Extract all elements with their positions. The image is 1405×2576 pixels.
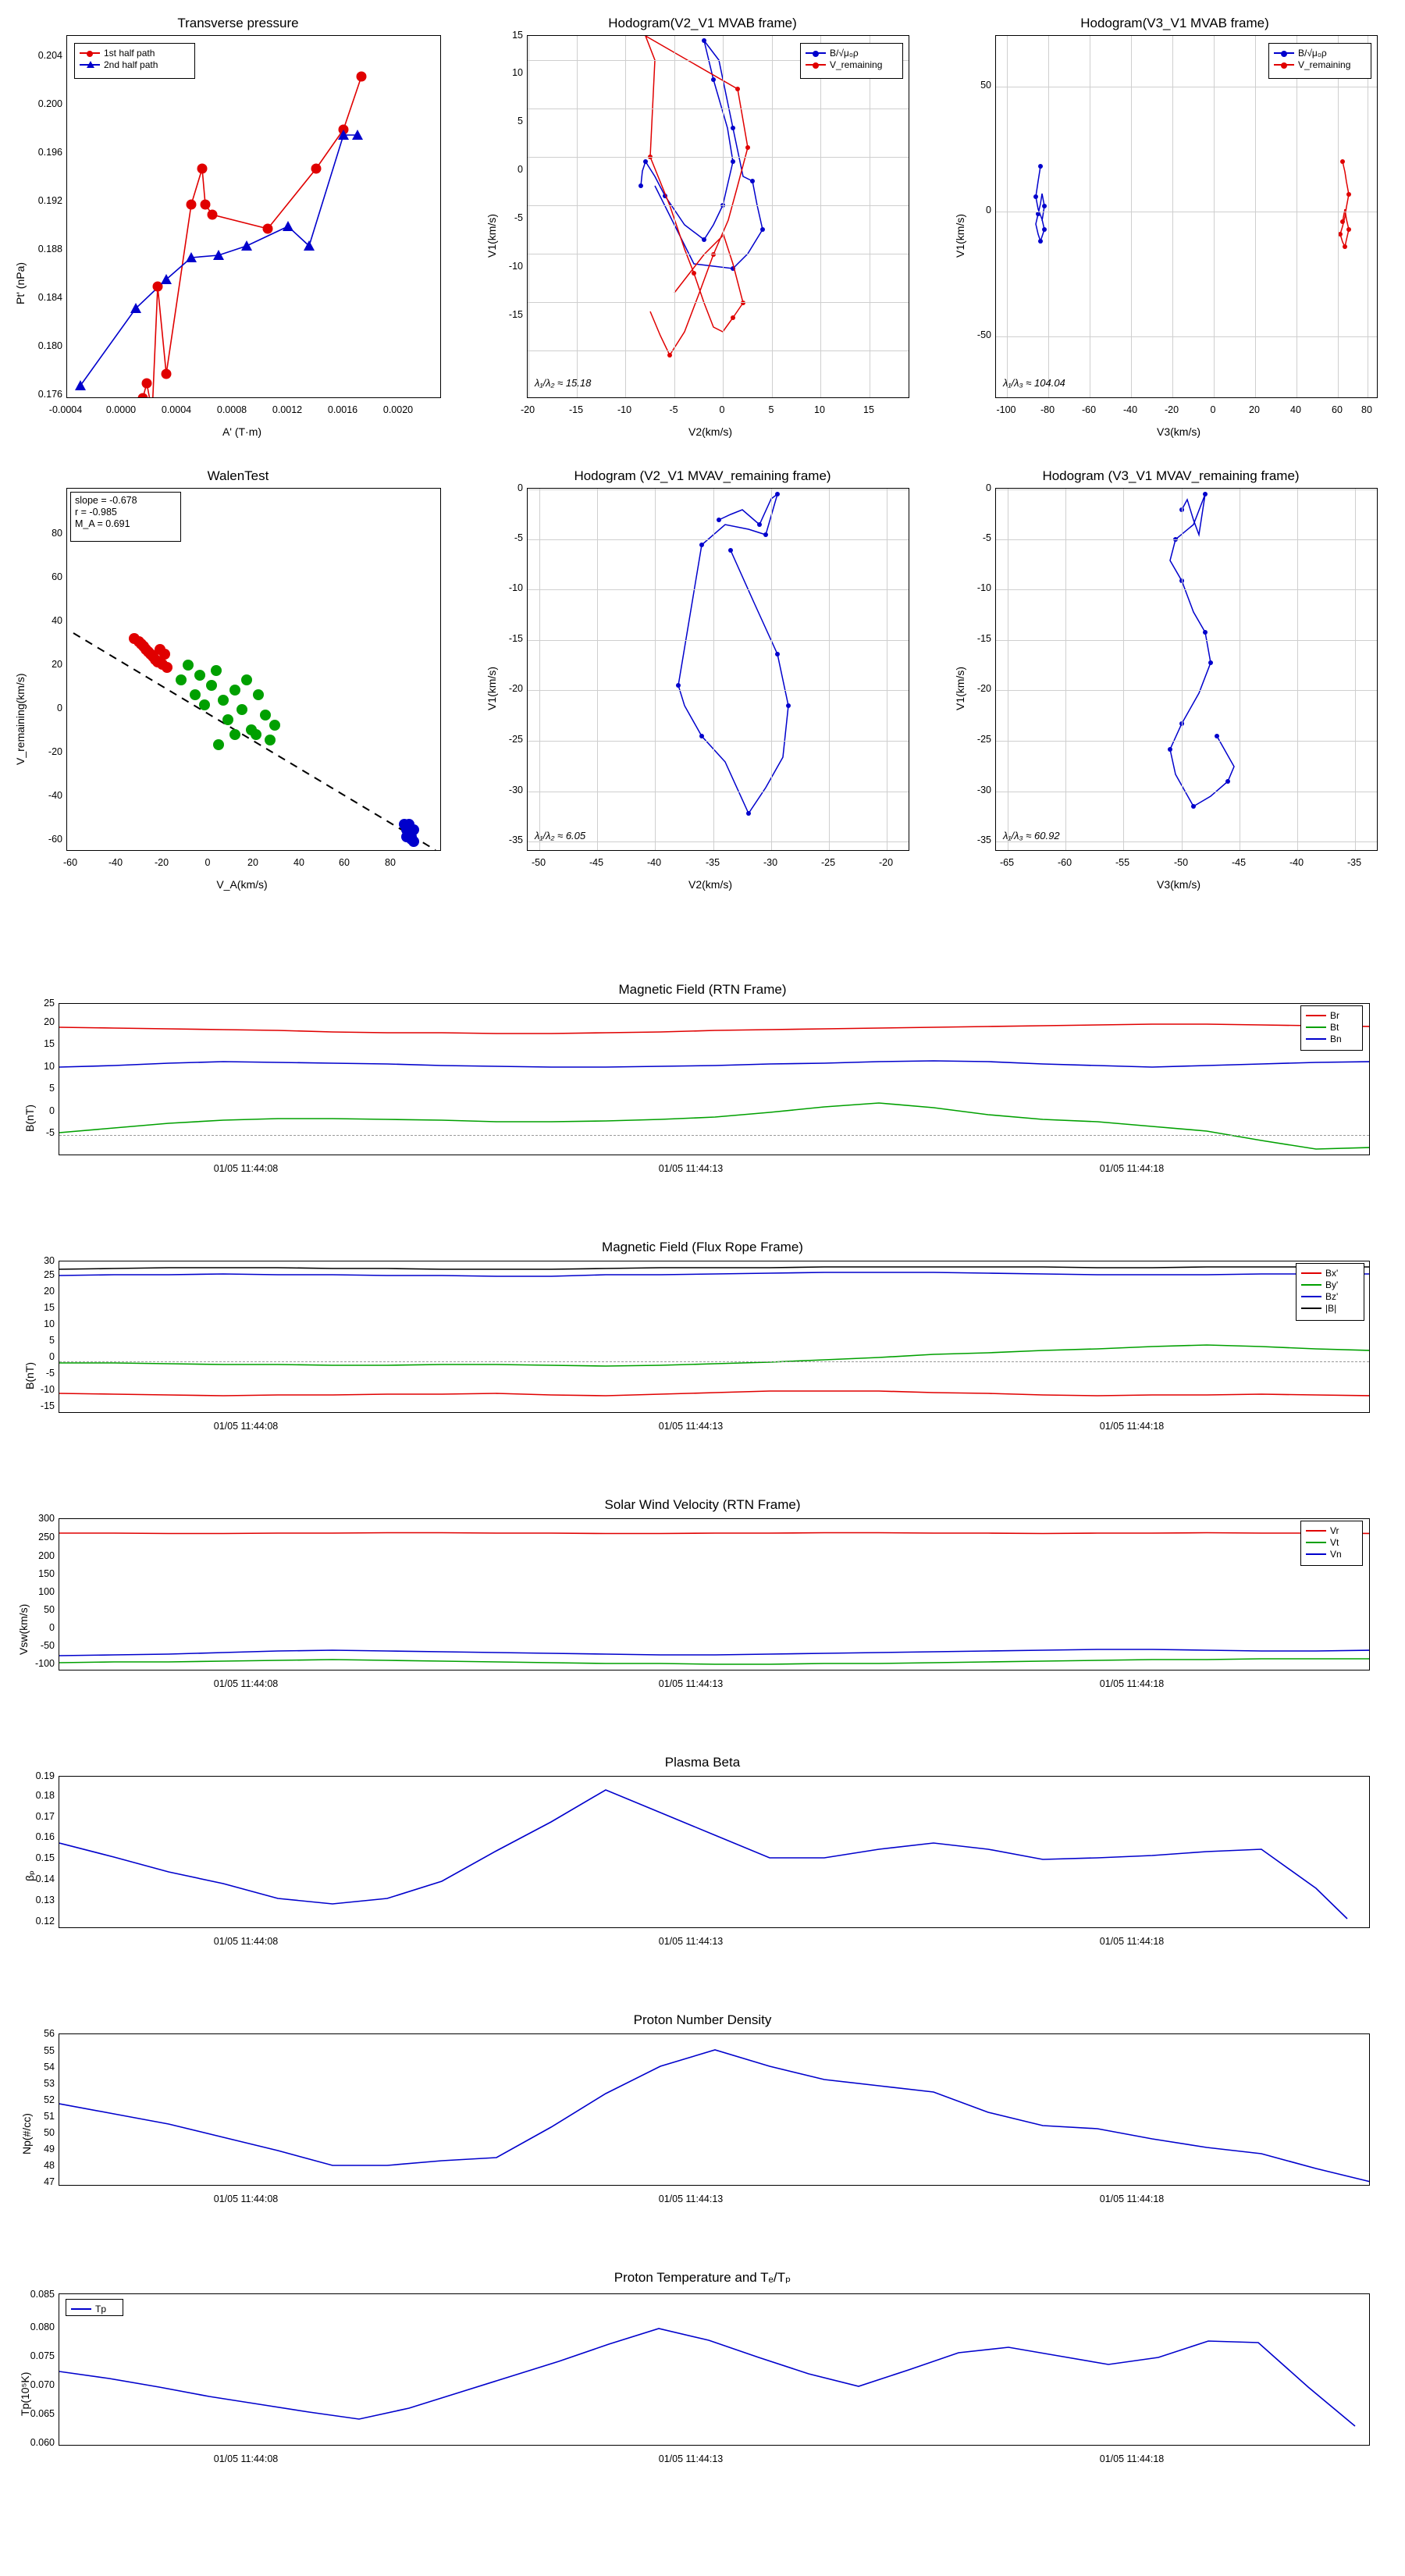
y-tick: 25	[44, 998, 55, 1009]
y-tick: 20	[44, 1016, 55, 1027]
y-tick: 48	[44, 2160, 55, 2171]
x-tick: 40	[1290, 404, 1301, 415]
legend-item	[1306, 1033, 1357, 1044]
y-tick: 100	[38, 1586, 55, 1597]
y-tick: -60	[48, 834, 62, 845]
legend[interactable]	[66, 2299, 123, 2316]
y-tick: 51	[44, 2111, 55, 2122]
y-tick: -30	[508, 785, 523, 795]
x-tick: 0.0008	[216, 404, 247, 415]
y-tick: 50	[44, 1604, 55, 1615]
legend-label: Bz'	[1325, 1290, 1339, 1302]
y-tick: 0.184	[37, 292, 62, 303]
panel-solar-wind-velocity	[0, 1483, 1405, 1725]
x-tick: -55	[1115, 857, 1130, 868]
y-tick: 0.180	[37, 340, 62, 351]
panel-title: Hodogram(V3_V1 MVAB frame)	[1080, 16, 1269, 30]
y-tick: 0	[49, 1622, 55, 1633]
y-tick: 0.176	[37, 389, 62, 400]
panel-hodogram-v2v1-mvab	[468, 0, 937, 453]
panel-hodogram-v2v1-mvav	[468, 453, 937, 906]
y-tick: -35	[976, 834, 991, 845]
y-tick: 250	[38, 1532, 55, 1542]
legend-marker-triangle-icon	[80, 64, 100, 66]
y-tick: -5	[514, 532, 523, 543]
y-tick: 300	[38, 1513, 55, 1524]
y-tick: -10	[508, 261, 523, 272]
x-tick: -35	[705, 857, 720, 868]
y-tick: -20	[508, 683, 523, 694]
y-tick: 0.192	[37, 195, 62, 206]
y-tick: 0	[518, 482, 523, 493]
x-tick: 20	[1249, 404, 1260, 415]
y-tick: -40	[48, 790, 62, 801]
panel-title: Proton Number Density	[633, 2012, 772, 2027]
legend[interactable]	[1300, 1521, 1363, 1566]
legend-label: B/√μ₀ρ	[1298, 47, 1327, 59]
y-tick: 80	[52, 528, 62, 539]
x-tick: 0.0020	[382, 404, 414, 415]
y-tick: -15	[40, 1400, 55, 1411]
x-tick: 80	[1361, 404, 1372, 415]
panel-title: Hodogram (V2_V1 MVAV_remaining frame)	[574, 468, 831, 483]
panel-title: Plasma Beta	[664, 1755, 741, 1770]
legend-label: V_remaining	[830, 59, 883, 70]
y-tick: -20	[48, 746, 62, 757]
y-tick: 15	[512, 30, 523, 41]
y-tick: 56	[44, 2028, 55, 2039]
x-tick: 01/05 11:44:13	[658, 2453, 724, 2464]
y-tick: 0.18	[35, 1790, 55, 1801]
y-tick: 0.060	[30, 2437, 55, 2448]
plot-area	[66, 488, 441, 851]
x-tick: -60	[1081, 404, 1097, 415]
y-axis-label: Tp(10⁵K)	[19, 2371, 31, 2416]
x-tick: 0	[205, 857, 211, 868]
series-overlay	[59, 1519, 1370, 1670]
panel-proton-temperature	[0, 2256, 1405, 2514]
slope-value: slope = -0.678	[75, 495, 137, 506]
panel-title: WalenTest	[207, 468, 269, 483]
x-tick: 01/05 11:44:18	[1099, 2453, 1165, 2464]
legend-label: 1st half path	[104, 47, 155, 59]
series-overlay	[59, 2294, 1370, 2446]
legend-label: B/√μ₀ρ	[830, 47, 859, 59]
y-tick: 15	[44, 1302, 55, 1313]
y-axis-label: V1(km/s)	[486, 214, 498, 258]
x-tick: 0.0004	[161, 404, 192, 415]
series-overlay	[67, 489, 441, 851]
y-tick: -35	[508, 834, 523, 845]
y-axis-label: V_remaining(km/s)	[14, 673, 27, 765]
legend-label: 2nd half path	[104, 59, 158, 70]
series-overlay	[59, 1777, 1370, 1928]
plot-area	[66, 35, 441, 398]
x-tick: 01/05 11:44:13	[658, 1421, 724, 1432]
y-axis-label: Pt' (nPa)	[14, 262, 27, 304]
panel-proton-number-density	[0, 1998, 1405, 2240]
legend[interactable]	[800, 43, 903, 79]
x-tick: 01/05 11:44:08	[213, 2453, 279, 2464]
x-tick: -80	[1040, 404, 1055, 415]
legend-line-icon	[1274, 64, 1294, 66]
panel-title: Magnetic Field (RTN Frame)	[618, 982, 787, 997]
y-tick: 0.15	[35, 1852, 55, 1863]
plot-area	[59, 2033, 1370, 2186]
x-tick: 10	[814, 404, 825, 415]
x-axis-label: V2(km/s)	[688, 425, 732, 438]
y-tick: -20	[976, 683, 991, 694]
x-tick: 01/05 11:44:13	[658, 1163, 724, 1174]
y-tick: 0	[986, 205, 991, 215]
series-overlay	[67, 36, 441, 398]
x-tick: 20	[247, 857, 258, 868]
y-axis-label: V1(km/s)	[486, 667, 498, 710]
legend-item	[1306, 1009, 1357, 1021]
x-tick: 01/05 11:44:08	[213, 1421, 279, 1432]
y-tick: 0	[49, 1351, 55, 1362]
y-tick: 54	[44, 2062, 55, 2073]
panel-magnetic-field-rtn	[0, 968, 1405, 1210]
y-tick: -50	[976, 329, 991, 340]
legend-line-icon	[806, 64, 826, 66]
legend-item	[1274, 59, 1366, 70]
legend-label: Tp	[95, 2303, 107, 2314]
fit-statistics-box	[70, 492, 181, 542]
y-tick: 0.085	[30, 2289, 55, 2300]
x-tick: -65	[999, 857, 1015, 868]
legend-label: Br	[1330, 1009, 1339, 1021]
y-tick: -10	[976, 582, 991, 593]
y-tick: -5	[982, 532, 991, 543]
plot-area	[995, 35, 1378, 398]
x-tick: 80	[385, 857, 396, 868]
panel-walen-test	[0, 453, 468, 906]
x-tick: 01/05 11:44:18	[1099, 1936, 1165, 1947]
y-tick: -10	[508, 582, 523, 593]
alfven-mach-value: M_A = 0.691	[75, 518, 130, 529]
panel-title: Solar Wind Velocity (RTN Frame)	[604, 1497, 801, 1512]
eigenvalue-annotation: λ₁/λ₂ ≈ 15.18	[535, 377, 592, 389]
legend-label: V_remaining	[1298, 59, 1351, 70]
y-tick: 0.200	[37, 98, 62, 109]
x-axis-label: V3(km/s)	[1157, 425, 1200, 438]
plot-area	[995, 488, 1378, 851]
x-tick: -60	[1057, 857, 1072, 868]
x-tick: -0.0004	[48, 404, 83, 415]
panel-title: Transverse pressure	[177, 16, 299, 30]
x-tick: 01/05 11:44:18	[1099, 1678, 1165, 1689]
y-tick: 0	[57, 703, 62, 713]
y-tick: 0.17	[35, 1811, 55, 1822]
y-tick: 20	[52, 659, 62, 670]
y-axis-label: Vsw(km/s)	[17, 1603, 30, 1655]
y-tick: 0.188	[37, 244, 62, 254]
x-tick: 40	[293, 857, 304, 868]
series-overlay	[528, 489, 909, 851]
legend-item	[1301, 1302, 1359, 1314]
y-tick: -25	[976, 734, 991, 745]
x-tick: -25	[820, 857, 836, 868]
plot-area	[527, 488, 909, 851]
x-axis-label: V3(km/s)	[1157, 878, 1200, 891]
y-tick: 0.13	[35, 1895, 55, 1905]
correlation-value: r = -0.985	[75, 507, 117, 518]
panel-title: Proton Temperature and Tₑ/Tₚ	[614, 2270, 791, 2285]
y-tick: -5	[514, 212, 523, 223]
x-tick: 01/05 11:44:08	[213, 1936, 279, 1947]
y-tick: 0.19	[35, 1770, 55, 1781]
legend-item	[1306, 1021, 1357, 1033]
panel-transverse-pressure	[0, 0, 468, 453]
x-tick: -40	[108, 857, 123, 868]
y-tick: 5	[518, 116, 523, 126]
y-tick: 0	[49, 1105, 55, 1116]
x-axis-label: V_A(km/s)	[216, 878, 268, 891]
y-tick: -10	[40, 1384, 55, 1395]
x-tick: 01/05 11:44:08	[213, 2194, 279, 2204]
legend-label: By'	[1325, 1279, 1339, 1290]
x-tick: 01/05 11:44:18	[1099, 1163, 1165, 1174]
y-tick: 0	[986, 482, 991, 493]
legend-item	[1274, 47, 1366, 59]
y-tick: 200	[38, 1550, 55, 1561]
legend[interactable]	[74, 43, 195, 79]
y-tick: 0.080	[30, 2322, 55, 2332]
legend-item	[806, 47, 898, 59]
y-tick: -50	[40, 1640, 55, 1651]
y-axis-label: V1(km/s)	[954, 214, 966, 258]
y-tick: 150	[38, 1568, 55, 1579]
x-tick: 01/05 11:44:18	[1099, 2194, 1165, 2204]
legend-label: Vt	[1330, 1536, 1339, 1548]
x-tick: -100	[996, 404, 1016, 415]
y-tick: 0.14	[35, 1873, 55, 1884]
y-tick: 10	[512, 67, 523, 78]
x-tick: -15	[568, 404, 584, 415]
x-tick: -40	[646, 857, 662, 868]
x-tick: -20	[1164, 404, 1179, 415]
series-overlay	[59, 1261, 1370, 1413]
legend-item	[1301, 1290, 1359, 1302]
x-tick: -20	[520, 404, 535, 415]
legend-item	[80, 59, 190, 70]
x-tick: -35	[1346, 857, 1362, 868]
x-axis-label: V2(km/s)	[688, 878, 732, 891]
x-tick: 0.0016	[327, 404, 358, 415]
y-axis-label: B(nT)	[23, 1105, 36, 1132]
y-tick: 0.075	[30, 2350, 55, 2361]
legend-item	[80, 47, 190, 59]
legend[interactable]	[1296, 1263, 1364, 1321]
y-tick: -5	[45, 1127, 55, 1138]
panel-hodogram-v3v1-mvav	[937, 453, 1405, 906]
x-tick: -60	[62, 857, 78, 868]
plot-area	[59, 1776, 1370, 1928]
y-tick: 0.12	[35, 1916, 55, 1927]
legend-item	[1301, 1267, 1359, 1279]
y-tick: 20	[44, 1286, 55, 1297]
eigenvalue-annotation: λ₁/λ₂ ≈ 6.05	[535, 830, 586, 841]
series-overlay	[59, 2034, 1370, 2186]
y-tick: 40	[52, 615, 62, 626]
x-tick: 01/05 11:44:18	[1099, 1421, 1165, 1432]
panel-title: Magnetic Field (Flux Rope Frame)	[602, 1240, 803, 1254]
legend-item	[1306, 1548, 1357, 1560]
y-tick: 25	[44, 1269, 55, 1280]
series-overlay	[528, 36, 909, 398]
y-tick: 52	[44, 2094, 55, 2105]
y-axis-label: V1(km/s)	[954, 667, 966, 710]
x-tick: 0	[1210, 404, 1216, 415]
x-tick: 01/05 11:44:13	[658, 1678, 724, 1689]
y-tick: -15	[976, 633, 991, 644]
legend[interactable]	[1300, 1005, 1363, 1051]
y-axis-label: βₚ	[23, 1870, 36, 1881]
y-tick: 15	[44, 1038, 55, 1049]
x-tick: -50	[531, 857, 546, 868]
legend-marker-circle-icon	[80, 52, 100, 54]
panel-hodogram-v3v1-mvab	[937, 0, 1405, 453]
legend-item	[806, 59, 898, 70]
y-tick: -15	[508, 309, 523, 320]
y-tick: 0.204	[37, 50, 62, 61]
x-tick: -40	[1122, 404, 1138, 415]
plot-area	[59, 1003, 1370, 1155]
y-tick: 0.16	[35, 1831, 55, 1842]
plot-area	[59, 2293, 1370, 2446]
panel-plasma-beta	[0, 1741, 1405, 1983]
y-axis-label: B(nT)	[23, 1362, 36, 1389]
plot-area	[59, 1261, 1370, 1413]
x-tick: -40	[1289, 857, 1304, 868]
x-tick: -45	[1231, 857, 1247, 868]
y-axis-label: Np(#/cc)	[20, 2113, 33, 2154]
panel-title: Hodogram (V3_V1 MVAV_remaining frame)	[1042, 468, 1300, 483]
plot-area	[527, 35, 909, 398]
x-tick: -10	[617, 404, 632, 415]
legend-label: Bx'	[1325, 1267, 1339, 1279]
x-tick: 01/05 11:44:13	[658, 2194, 724, 2204]
legend-line-icon	[1274, 52, 1294, 54]
panel-title: Hodogram(V2_V1 MVAB frame)	[608, 16, 797, 30]
x-tick: 60	[1332, 404, 1343, 415]
series-overlay	[996, 36, 1378, 398]
legend-label: Vn	[1330, 1548, 1342, 1560]
y-tick: 5	[49, 1335, 55, 1346]
legend-item	[1306, 1536, 1357, 1548]
x-tick: 60	[339, 857, 350, 868]
x-tick: 0	[719, 404, 725, 415]
y-tick: -100	[34, 1658, 55, 1669]
legend-label: Bn	[1330, 1033, 1342, 1044]
x-tick: -20	[878, 857, 894, 868]
panel-magnetic-field-flux-rope	[0, 1226, 1405, 1468]
x-axis-label: A' (T·m)	[222, 425, 262, 438]
y-tick: 0	[518, 164, 523, 175]
legend-label: |B|	[1325, 1302, 1337, 1314]
x-tick: -45	[589, 857, 604, 868]
y-tick: 10	[44, 1061, 55, 1072]
x-tick: -30	[763, 857, 778, 868]
x-tick: 01/05 11:44:08	[213, 1678, 279, 1689]
legend-item	[71, 2303, 118, 2314]
eigenvalue-annotation: λ₁/λ₃ ≈ 104.04	[1003, 377, 1065, 389]
x-tick: -20	[154, 857, 169, 868]
y-tick: 55	[44, 2045, 55, 2056]
y-tick: -30	[976, 785, 991, 795]
legend-line-icon	[806, 52, 826, 54]
y-tick: 5	[49, 1083, 55, 1094]
x-tick: -5	[669, 404, 678, 415]
y-tick: 53	[44, 2078, 55, 2089]
y-tick: 47	[44, 2176, 55, 2187]
y-tick: 50	[980, 80, 991, 91]
series-overlay	[996, 489, 1378, 851]
x-tick: -50	[1173, 857, 1189, 868]
y-tick: -25	[508, 734, 523, 745]
plot-area	[59, 1518, 1370, 1670]
legend-item	[1301, 1279, 1359, 1290]
y-tick: 60	[52, 571, 62, 582]
y-tick: 0.065	[30, 2408, 55, 2419]
y-tick: 0.196	[37, 147, 62, 158]
y-tick: 50	[44, 2127, 55, 2138]
y-tick: 49	[44, 2144, 55, 2154]
x-tick: 01/05 11:44:13	[658, 1936, 724, 1947]
legend-label: Vr	[1330, 1525, 1339, 1536]
y-tick: 10	[44, 1318, 55, 1329]
x-tick: 5	[768, 404, 774, 415]
x-tick: 0.0012	[272, 404, 303, 415]
y-tick: -15	[508, 633, 523, 644]
legend-label: Bt	[1330, 1021, 1339, 1033]
y-tick: 30	[44, 1255, 55, 1266]
series-overlay	[59, 1004, 1370, 1155]
y-tick: -5	[45, 1368, 55, 1379]
legend-item	[1306, 1525, 1357, 1536]
eigenvalue-annotation: λ₁/λ₃ ≈ 60.92	[1003, 830, 1060, 841]
legend[interactable]	[1268, 43, 1371, 79]
x-tick: 0.0000	[105, 404, 137, 415]
x-tick: 01/05 11:44:08	[213, 1163, 279, 1174]
y-tick: 0.070	[30, 2379, 55, 2390]
x-tick: 15	[863, 404, 874, 415]
